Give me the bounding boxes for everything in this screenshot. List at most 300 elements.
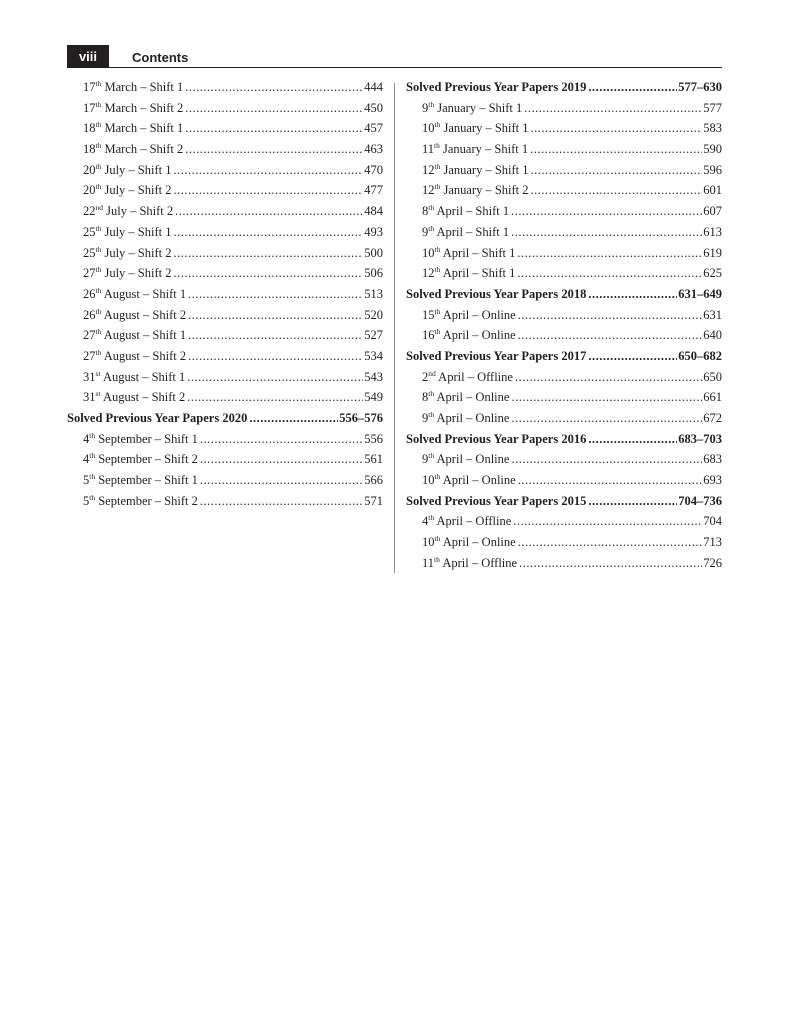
- toc-day: 17: [83, 100, 96, 115]
- toc-entry-text: July – Shift 2: [101, 183, 172, 198]
- toc-entry-text: April – Online: [434, 452, 510, 467]
- toc-page-number: 463: [364, 142, 383, 157]
- dot-leader: [519, 556, 702, 571]
- toc-entry-text: April – Online: [440, 535, 516, 550]
- toc-day-suffix: th: [95, 120, 102, 130]
- toc-day-suffix: th: [434, 141, 440, 151]
- toc-left-column: [67, 80, 383, 514]
- dot-leader: [511, 390, 702, 405]
- toc-entry-text: March – Shift 1: [101, 121, 184, 136]
- column-divider: [394, 83, 395, 573]
- dot-leader: [531, 183, 703, 198]
- toc-day: 10: [422, 473, 435, 488]
- toc-label: [83, 183, 172, 198]
- toc-day: 27: [83, 328, 96, 343]
- toc-label: Solved Previous Year Papers 2018: [406, 286, 587, 301]
- toc-entry[interactable]: [67, 183, 383, 204]
- toc-day-suffix: th: [89, 492, 96, 502]
- toc-label: [422, 183, 529, 198]
- toc-entry-text: July – Shift 2: [101, 266, 172, 281]
- toc-day-suffix: th: [434, 306, 441, 316]
- toc-entry[interactable]: [406, 473, 722, 494]
- dot-leader: [185, 80, 363, 95]
- dot-leader: [200, 494, 363, 509]
- toc-label: Solved Previous Year Papers 2019: [406, 80, 587, 94]
- toc-day-suffix: nd: [428, 368, 436, 378]
- toc-entry-text: March – Shift 2: [101, 142, 184, 157]
- toc-entry[interactable]: [67, 328, 383, 349]
- toc-day: 10: [422, 245, 435, 260]
- dot-leader: [174, 183, 364, 198]
- toc-entry[interactable]: [406, 370, 722, 391]
- toc-entry[interactable]: [67, 349, 383, 370]
- toc-label: [422, 225, 509, 240]
- toc-entry-text: April – Shift 1: [434, 204, 510, 219]
- toc-page-number: 631: [703, 307, 722, 322]
- dot-leader: [174, 266, 364, 281]
- toc-day: 10: [422, 535, 435, 550]
- toc-entry-text: September – Shift 2: [95, 493, 198, 508]
- toc-entry-text: April – Online: [434, 390, 510, 405]
- toc-day: 4: [83, 452, 90, 467]
- toc-page-number: 713: [703, 535, 722, 550]
- toc-day: 25: [83, 224, 96, 239]
- toc-day-suffix: st: [95, 389, 101, 399]
- dot-leader: [518, 535, 703, 550]
- toc-day-suffix: th: [434, 472, 441, 482]
- toc-entry-text: April – Offline: [439, 555, 518, 570]
- toc-label: [422, 452, 509, 467]
- toc-entry[interactable]: [67, 101, 383, 122]
- dot-leader: [188, 308, 363, 323]
- toc-page-number: 577–630: [678, 80, 722, 94]
- toc-entry-text: April – Online: [440, 473, 516, 488]
- toc-label: [83, 494, 198, 509]
- toc-page-number: 543: [364, 369, 383, 384]
- toc-label: [422, 328, 516, 343]
- dot-leader: [518, 328, 703, 343]
- toc-day-suffix: th: [95, 306, 102, 316]
- toc-label: [83, 328, 186, 343]
- toc-page-number: 693: [703, 473, 722, 488]
- toc-page-number: 444: [364, 80, 383, 94]
- toc-entry-text: August – Shift 2: [101, 348, 187, 363]
- toc-day-suffix: th: [95, 244, 102, 254]
- toc-day-suffix: th: [89, 430, 96, 440]
- toc-label: [422, 101, 522, 116]
- toc-entry[interactable]: [67, 370, 383, 391]
- toc-page-number: 590: [703, 142, 722, 157]
- toc-day: 11: [422, 142, 435, 157]
- toc-day: 27: [83, 266, 96, 281]
- toc-entry-text: April – Offline: [434, 514, 512, 529]
- toc-day-suffix: th: [434, 120, 441, 130]
- toc-page-number: 619: [703, 245, 722, 260]
- toc-label: [83, 308, 186, 323]
- toc-page-number: 726: [703, 555, 722, 570]
- dot-leader: [174, 246, 364, 261]
- toc-page-number: 556: [364, 431, 383, 446]
- toc-day-suffix: th: [434, 265, 441, 275]
- toc-entry[interactable]: [406, 121, 722, 142]
- toc-page-number: 661: [703, 390, 722, 405]
- toc-entry-text: April – Online: [440, 328, 516, 343]
- toc-entry[interactable]: [406, 328, 722, 349]
- dot-leader: [518, 473, 703, 488]
- toc-day: 4: [83, 431, 90, 446]
- toc-label: [83, 349, 186, 364]
- toc-entry-text: April – Online: [434, 411, 510, 425]
- toc-day: 26: [83, 307, 96, 322]
- toc-day-suffix: th: [95, 327, 102, 337]
- toc-page-number: 500: [364, 245, 383, 260]
- toc-day: 18: [83, 121, 96, 136]
- dot-leader: [511, 204, 702, 219]
- dot-leader: [515, 370, 702, 385]
- dot-leader: [185, 142, 363, 157]
- toc-page-number: 493: [364, 224, 383, 239]
- toc-entry-text: July – Shift 2: [103, 204, 174, 219]
- dot-leader: [185, 101, 363, 116]
- dot-leader: [187, 370, 363, 385]
- toc-entry[interactable]: [67, 308, 383, 329]
- toc-day: 27: [83, 348, 96, 363]
- toc-page-number: 477: [364, 183, 383, 198]
- toc-label: [83, 370, 185, 385]
- toc-page-number: 556–576: [339, 411, 383, 425]
- toc-day-suffix: th: [428, 99, 435, 109]
- toc-entry-text: July – Shift 1: [101, 224, 172, 239]
- toc-day-suffix: th: [95, 265, 102, 275]
- toc-page-number: 577: [703, 100, 722, 115]
- dot-leader: [249, 411, 338, 426]
- toc-entry[interactable]: [406, 225, 722, 246]
- toc-entry-text: March – Shift 1: [101, 80, 184, 94]
- toc-entry-text: April – Shift 1: [434, 224, 510, 239]
- toc-day: 20: [83, 183, 96, 198]
- toc-day-suffix: th: [434, 327, 441, 337]
- toc-right-column: [406, 80, 722, 577]
- dot-leader: [517, 266, 702, 281]
- toc-entry-text: April – Offline: [435, 369, 513, 384]
- dot-leader: [200, 452, 363, 467]
- dot-leader: [175, 204, 363, 219]
- toc-label: [422, 266, 515, 281]
- toc-section-heading[interactable]: [406, 494, 722, 515]
- toc-label: [83, 80, 183, 95]
- toc-label: [83, 204, 173, 219]
- toc-entry-text: September – Shift 1: [95, 431, 198, 446]
- toc-entry[interactable]: [67, 494, 383, 515]
- toc-label: Solved Previous Year Papers 2017: [406, 348, 587, 363]
- toc-day: 12: [422, 183, 435, 198]
- toc-entry-text: January – Shift 1: [440, 162, 529, 177]
- toc-page-number: 683: [703, 452, 722, 467]
- toc-label: [422, 411, 509, 426]
- toc-page-number: 470: [364, 162, 383, 177]
- toc-day-suffix: th: [89, 472, 96, 482]
- toc-label: [422, 370, 513, 385]
- page-number-badge: viii: [67, 45, 109, 68]
- dot-leader: [174, 225, 364, 240]
- dot-leader: [531, 163, 703, 178]
- toc-entry[interactable]: [406, 266, 722, 287]
- dot-leader: [511, 225, 702, 240]
- toc-label: [422, 473, 516, 488]
- toc-label: [83, 473, 198, 488]
- toc-page-number: 520: [364, 307, 383, 322]
- toc-page-number: 625: [703, 266, 722, 281]
- toc-entry-text: April – Online: [440, 307, 516, 322]
- toc-entry[interactable]: [406, 452, 722, 473]
- toc-label: [83, 101, 183, 116]
- toc-page-number: 613: [703, 224, 722, 239]
- toc-label: [83, 142, 183, 157]
- toc-entry[interactable]: [406, 163, 722, 184]
- toc-entry[interactable]: [67, 80, 383, 101]
- toc-day-suffix: th: [95, 285, 102, 295]
- dot-leader: [588, 494, 677, 509]
- toc-label: [422, 556, 517, 571]
- toc-entry-text: January – Shift 1: [439, 142, 529, 157]
- toc-day-suffix: th: [95, 99, 102, 109]
- toc-day: 18: [83, 142, 96, 157]
- toc-label: [422, 163, 529, 178]
- toc-day: 12: [422, 162, 435, 177]
- toc-entry-text: August – Shift 1: [100, 369, 186, 384]
- dot-leader: [513, 514, 702, 529]
- dot-leader: [511, 411, 702, 426]
- toc-entry-text: July – Shift 2: [101, 245, 172, 260]
- dot-leader: [188, 287, 363, 302]
- toc-day: 17: [83, 80, 96, 94]
- toc-day: 8: [422, 204, 429, 219]
- toc-day-suffix: th: [428, 451, 435, 461]
- toc-entry[interactable]: [406, 183, 722, 204]
- dot-leader: [588, 349, 677, 364]
- toc-day: 22: [83, 204, 96, 219]
- toc-label: [422, 142, 528, 157]
- toc-label: [83, 121, 183, 136]
- page-title: Contents: [132, 50, 189, 65]
- toc-entry[interactable]: [406, 204, 722, 225]
- dot-leader: [588, 287, 677, 302]
- toc-day: 5: [83, 493, 90, 508]
- toc-entry-text: July – Shift 1: [101, 162, 172, 177]
- toc-page-number: 704–736: [678, 493, 722, 508]
- toc-page-number: 450: [364, 100, 383, 115]
- toc-day-suffix: th: [434, 161, 441, 171]
- toc-entry[interactable]: [67, 204, 383, 225]
- dot-leader: [187, 390, 363, 405]
- toc-entry[interactable]: [67, 225, 383, 246]
- dot-leader: [524, 101, 702, 116]
- toc-day-suffix: th: [434, 182, 441, 192]
- toc-day-suffix: th: [428, 410, 435, 419]
- toc-section-heading[interactable]: [406, 432, 722, 453]
- toc-entry[interactable]: [67, 142, 383, 163]
- toc-label: [422, 121, 529, 136]
- toc-label: [422, 535, 516, 550]
- toc-page-number: 631–649: [678, 286, 722, 301]
- header-rule: [67, 67, 722, 68]
- dot-leader: [588, 80, 677, 95]
- toc-day-suffix: th: [434, 554, 440, 564]
- toc-page-number: 683–703: [678, 431, 722, 446]
- toc-page-number: 583: [703, 121, 722, 136]
- toc-day: 20: [83, 162, 96, 177]
- toc-day: 2: [422, 369, 429, 384]
- toc-label: [422, 308, 516, 323]
- toc-entry-text: January – Shift 1: [440, 121, 529, 136]
- toc-page-number: 672: [703, 411, 722, 425]
- toc-page-number: 607: [703, 204, 722, 219]
- toc-day: 16: [422, 328, 435, 343]
- toc-page-number: 596: [703, 162, 722, 177]
- dot-leader: [200, 473, 363, 488]
- toc-entry-text: August – Shift 2: [100, 390, 186, 405]
- toc-entry-text: September – Shift 2: [95, 452, 198, 467]
- toc-page-number: 506: [364, 266, 383, 281]
- toc-day-suffix: st: [95, 368, 101, 378]
- toc-day: 9: [422, 100, 429, 115]
- toc-day-suffix: th: [95, 182, 102, 192]
- toc-entry-text: August – Shift 1: [101, 328, 187, 343]
- dot-leader: [518, 308, 703, 323]
- toc-label: [422, 204, 509, 219]
- toc-label: Solved Previous Year Papers 2016: [406, 431, 587, 446]
- toc-entry[interactable]: [406, 246, 722, 267]
- toc-entry[interactable]: [67, 432, 383, 453]
- toc-entry[interactable]: [406, 411, 722, 432]
- toc-day-suffix: th: [428, 223, 435, 233]
- toc-day-suffix: th: [95, 223, 102, 233]
- toc-day: 4: [422, 514, 429, 529]
- toc-day-suffix: th: [428, 203, 435, 213]
- toc-page-number: 549: [364, 390, 383, 405]
- toc-entry-text: January – Shift 2: [440, 183, 529, 198]
- toc-day: 31: [83, 390, 96, 405]
- dot-leader: [200, 432, 363, 447]
- toc-entry[interactable]: [406, 556, 722, 577]
- dot-leader: [531, 121, 703, 136]
- toc-entry-text: August – Shift 2: [101, 307, 187, 322]
- toc-entry[interactable]: [67, 163, 383, 184]
- toc-label: [422, 514, 511, 529]
- toc-day-suffix: th: [89, 451, 96, 461]
- dot-leader: [174, 163, 364, 178]
- toc-day-suffix: th: [428, 513, 435, 523]
- toc-page-number: 484: [364, 204, 383, 219]
- toc-page-number: 650–682: [678, 348, 722, 363]
- dot-leader: [188, 328, 363, 343]
- dot-leader: [188, 349, 363, 364]
- toc-section-heading[interactable]: [406, 80, 722, 101]
- toc-entry-text: March – Shift 2: [101, 100, 184, 115]
- dot-leader: [185, 121, 363, 136]
- dot-leader: [588, 432, 677, 447]
- toc-day: 26: [83, 286, 96, 301]
- toc-label: [83, 246, 172, 261]
- toc-label: Solved Previous Year Papers 2020: [67, 411, 248, 425]
- toc-entry[interactable]: [67, 473, 383, 494]
- toc-page-number: 601: [703, 183, 722, 198]
- toc-label: Solved Previous Year Papers 2015: [406, 493, 587, 508]
- toc-page-number: 650: [703, 369, 722, 384]
- toc-page-number: 704: [703, 514, 722, 529]
- toc-entry[interactable]: [406, 308, 722, 329]
- toc-day-suffix: th: [428, 389, 435, 399]
- toc-entry-text: April – Shift 1: [440, 266, 516, 281]
- toc-day: 9: [422, 411, 429, 425]
- toc-day-suffix: th: [95, 141, 102, 151]
- toc-entry[interactable]: [67, 452, 383, 473]
- toc-section-heading[interactable]: [406, 349, 722, 370]
- toc-day: 15: [422, 307, 435, 322]
- toc-day: 5: [83, 473, 90, 488]
- toc-day: 9: [422, 452, 429, 467]
- page-header: [67, 45, 722, 68]
- toc-entry[interactable]: [406, 101, 722, 122]
- dot-leader: [517, 246, 702, 261]
- toc-day-suffix: th: [95, 161, 102, 171]
- dot-leader: [511, 452, 702, 467]
- toc-label: [422, 390, 509, 405]
- toc-day: 31: [83, 369, 96, 384]
- toc-page-number: 571: [364, 493, 383, 508]
- toc-entry[interactable]: [67, 266, 383, 287]
- toc-label: [83, 390, 185, 405]
- toc-entry-text: August – Shift 1: [101, 286, 187, 301]
- toc-day: 11: [422, 555, 435, 570]
- toc-day: 9: [422, 224, 429, 239]
- toc-entry-text: April – Shift 1: [440, 245, 516, 260]
- toc-label: [83, 266, 172, 281]
- toc-section-heading[interactable]: [67, 411, 383, 432]
- toc-day: 12: [422, 266, 435, 281]
- toc-entry[interactable]: [67, 246, 383, 267]
- toc-entry-text: January – Shift 1: [434, 100, 523, 115]
- toc-label: [83, 225, 172, 240]
- toc-entry[interactable]: [67, 287, 383, 308]
- toc-entry[interactable]: [67, 390, 383, 411]
- toc-day-suffix: nd: [95, 203, 103, 213]
- toc-entry[interactable]: [406, 535, 722, 556]
- toc-label: [422, 246, 515, 261]
- toc-day-suffix: th: [95, 347, 102, 357]
- toc-page-number: 457: [364, 121, 383, 136]
- toc-entry[interactable]: [406, 142, 722, 163]
- toc-day: 10: [422, 121, 435, 136]
- toc-page-number: 534: [364, 348, 383, 363]
- toc-day: 25: [83, 245, 96, 260]
- toc-page-number: 640: [703, 328, 722, 343]
- toc-entry[interactable]: [406, 514, 722, 535]
- toc-page-number: 513: [364, 286, 383, 301]
- toc-day-suffix: th: [434, 244, 441, 254]
- toc-label: [83, 432, 198, 447]
- toc-entry[interactable]: [406, 390, 722, 411]
- toc-section-heading[interactable]: [406, 287, 722, 308]
- toc-entry[interactable]: [67, 121, 383, 142]
- toc-day-suffix: th: [434, 534, 441, 544]
- toc-day-suffix: th: [95, 79, 102, 88]
- dot-leader: [530, 142, 702, 157]
- toc-day: 8: [422, 390, 429, 405]
- toc-page-number: 566: [364, 473, 383, 488]
- toc-label: [83, 452, 198, 467]
- toc-label: [83, 163, 172, 178]
